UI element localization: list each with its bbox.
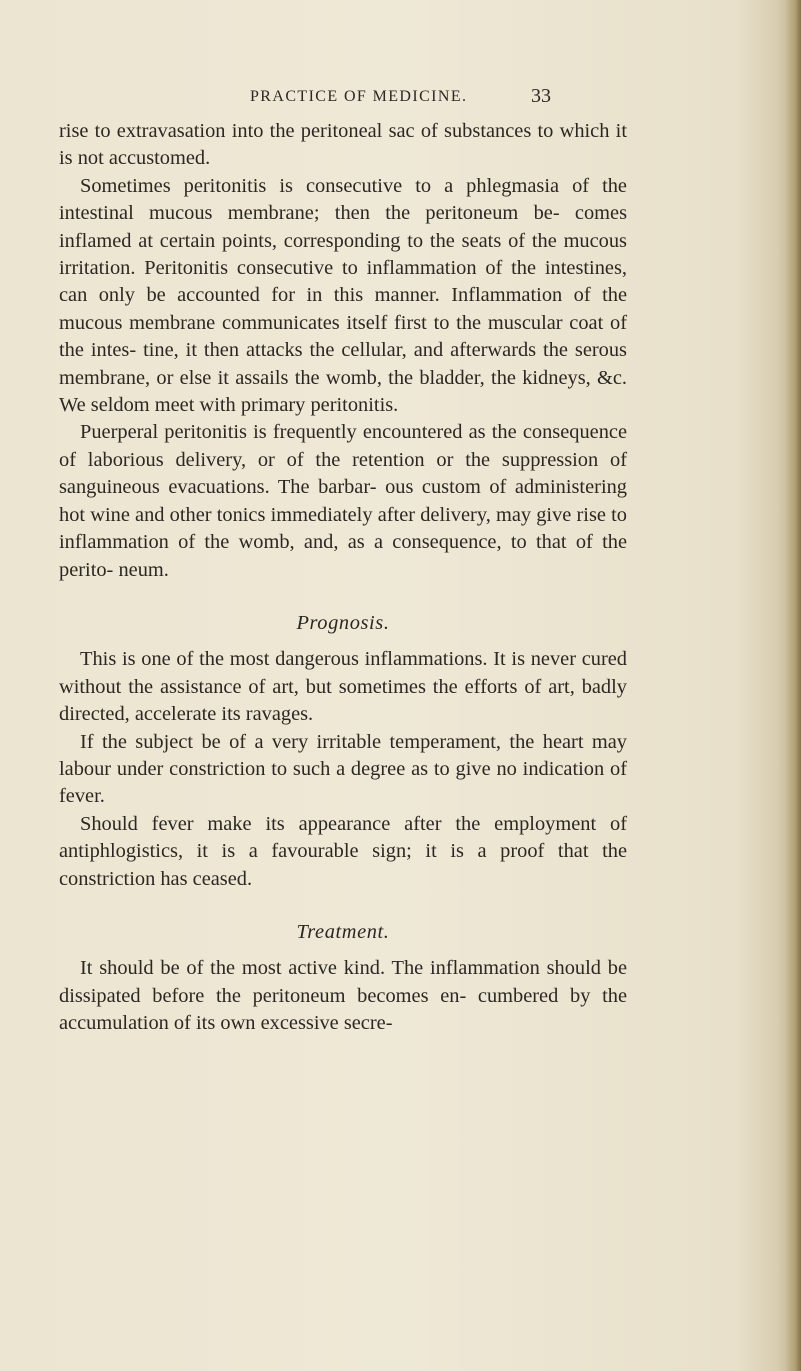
paragraph-treatment-1: It should be of the most active kind. The inflammation should be dissipated before the peritoneum becomes en- cumbered by the accumulation of its own excessive secre-	[59, 957, 627, 1035]
page-edge-shadow	[785, 0, 801, 1371]
paragraph-prognosis-3: Should fever make its appearance after the employment of antiphlogistics, it is a favourable sign; it is a proof that the constriction has ceased.	[59, 812, 627, 890]
heading-prognosis: Prognosis.	[296, 611, 390, 634]
heading-treatment: Treatment.	[296, 920, 390, 943]
paragraph-prognosis-2: If the subject be of a very irritable temperament, the heart may labour under constriction to such a degree as to give no indication of fever.	[59, 730, 627, 808]
paragraph-puerperal-peritonitis: Puerperal peritonitis is frequently encountered as the consequence of laborious delivery, or of the retention or the suppression of sanguineous evacuations. The barbar- ous custom of administering hot wine and other tonics immediately after delivery, may give rise to inflammation of the womb, and, as a consequence, to that of the perito- neum.	[59, 421, 627, 581]
running-head	[0, 85, 801, 112]
paragraph-consecutive-peritonitis: Sometimes peritonitis is consecutive to a phlegmasia of the intestinal mucous membrane; then the peritoneum be- comes inflamed at certain points, corresponding to the seats of the mucous irritation. Peritonitis consecutive to inflammation of the intestines, can only be accounted for in this manner. Inflammation of the mucous membrane communicates itself first to the muscular coat of the intes- tine, it then attacks the cellular, and afterwards the serous membrane, or else it assails the womb, the bladder, the kidneys, &c. We seldom meet with primary peritonitis.	[59, 174, 627, 417]
running-head-title: PRACTICE OF MEDICINE.	[250, 88, 468, 105]
page-number: 33	[531, 85, 551, 107]
paragraph-prognosis-1: This is one of the most dangerous inflammations. It is never cured without the assistance of art, but sometimes the efforts of art, badly directed, accelerate its ravages.	[59, 648, 627, 726]
paragraph-continuation: rise to extravasation into the peritoneal sac of substances to which it is not accustomed.	[59, 120, 627, 170]
body-text	[59, 118, 627, 1038]
